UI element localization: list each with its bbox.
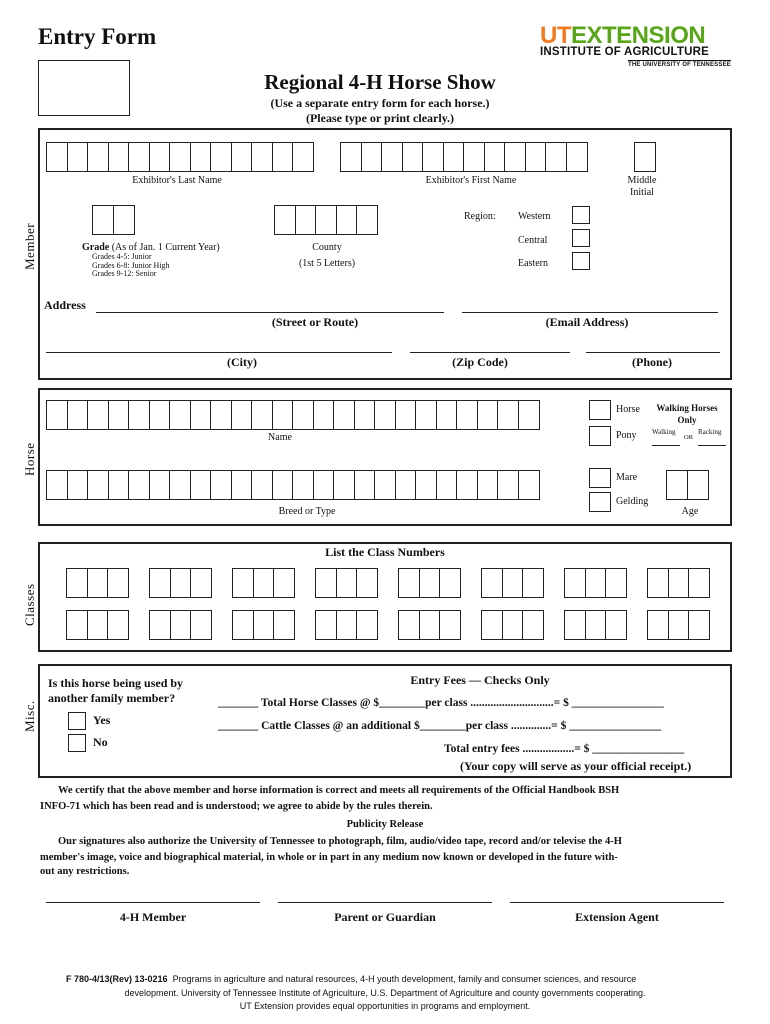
member-signature-line[interactable]	[46, 902, 260, 903]
horse-name-cells[interactable]	[46, 400, 538, 430]
agent-signature-label: Extension Agent	[575, 910, 659, 924]
publicity-text-3: out any restrictions.	[40, 866, 130, 877]
logo-extension-text: EXTENSION	[571, 22, 706, 49]
region-central-label: Central	[518, 235, 548, 246]
agent-signature-line[interactable]	[510, 902, 724, 903]
logo-ut-text: UT	[540, 22, 571, 49]
grade-cells[interactable]	[92, 205, 133, 235]
show-title: Regional 4-H Horse Show	[264, 70, 496, 94]
yes-checkbox[interactable]	[68, 712, 86, 730]
class-number-cells[interactable]	[149, 610, 211, 640]
street-label: (Street or Route)	[271, 315, 359, 329]
publicity-text-1: Our signatures also authorize the University of Tennessee to photograph, film, audio/video tape, record and/or televise the 4-H	[58, 836, 622, 847]
mare-checkbox[interactable]	[589, 468, 611, 488]
email-label: (Email Address)	[545, 315, 629, 329]
class-number-cells[interactable]	[315, 568, 377, 598]
class-number-cells[interactable]	[149, 568, 211, 598]
footer-line-2: development. University of Tennessee Institute of Agriculture, U.S. Department of Agriculture and county governments cooperating.	[124, 988, 646, 998]
horse-checkbox[interactable]	[589, 400, 611, 420]
fee-total-line[interactable]: Total entry fees ..................= $ ________________	[444, 743, 685, 755]
region-western-checkbox[interactable]	[572, 206, 590, 224]
horse-name-label: Name	[268, 432, 292, 443]
horse-section-label: Horse	[22, 442, 37, 476]
fee-cattle-classes-line[interactable]: _______ Cattle Classes @ an additional $________per class ..............= $ ________________	[218, 720, 662, 732]
street-line[interactable]	[96, 312, 444, 313]
instruction-print-clearly: (Please type or print clearly.)	[305, 111, 455, 125]
email-line[interactable]	[462, 312, 718, 313]
walking-horses-title: Walking Horses Only	[656, 403, 718, 425]
county-cells[interactable]	[274, 205, 377, 235]
region-label: Region:	[464, 211, 496, 222]
class-number-cells[interactable]	[647, 610, 709, 640]
class-number-cells[interactable]	[481, 610, 543, 640]
class-number-cells[interactable]	[647, 568, 709, 598]
phone-label: (Phone)	[632, 355, 672, 369]
or-text: OR	[684, 434, 694, 441]
grade-levels: Grades 4-5: Junior Grades 6-8: Junior High Grades 9-12: Senior	[92, 252, 170, 278]
logo-university-text: THE UNIVERSITY OF TENNESSEE	[628, 62, 731, 68]
region-eastern-label: Eastern	[518, 258, 548, 269]
gelding-checkbox[interactable]	[589, 492, 611, 512]
photo-box	[38, 60, 130, 116]
entry-fees-title: Entry Fees — Checks Only	[410, 673, 550, 687]
footer-line-3: UT Extension provides equal opportunities in programs and employment.	[239, 1001, 531, 1011]
county-note: (1st 5 Letters)	[298, 258, 356, 269]
classes-title: List the Class Numbers	[325, 545, 445, 559]
member-section-label: Member	[22, 222, 37, 270]
racking-option-label: Racking	[698, 428, 722, 436]
member-signature-label: 4-H Member	[119, 910, 187, 924]
breed-cells[interactable]	[46, 470, 538, 500]
age-cells[interactable]	[666, 470, 707, 500]
first-name-cells[interactable]	[340, 142, 586, 172]
no-checkbox[interactable]	[68, 734, 86, 752]
breed-label: Breed or Type	[278, 506, 336, 517]
yes-label: Yes	[93, 713, 111, 727]
zip-line[interactable]	[410, 352, 570, 353]
middle-initial-label: Middle Initial	[627, 175, 657, 198]
ut-extension-logo	[540, 22, 740, 70]
class-number-cells[interactable]	[564, 610, 626, 640]
class-number-cells[interactable]	[232, 568, 294, 598]
class-number-cells[interactable]	[66, 610, 128, 640]
classes-section-label: Classes	[22, 583, 37, 626]
class-number-cells[interactable]	[66, 568, 128, 598]
zip-label: (Zip Code)	[452, 355, 508, 369]
county-label: County	[312, 242, 342, 253]
certify-text-2: INFO-71 which has been read and is understood; we agree to abide by the rules therein.	[40, 801, 433, 812]
city-line[interactable]	[46, 352, 392, 353]
age-label: Age	[681, 506, 699, 517]
walking-option-label: Walking	[652, 428, 676, 436]
region-central-checkbox[interactable]	[572, 229, 590, 247]
form-title: Entry Form	[38, 24, 157, 49]
class-number-cells[interactable]	[315, 610, 377, 640]
no-label: No	[93, 735, 108, 749]
parent-signature-label: Parent or Guardian	[334, 910, 436, 924]
first-name-label: Exhibitor's First Name	[425, 175, 517, 186]
phone-line[interactable]	[586, 352, 720, 353]
misc-section-label: Misc.	[22, 700, 37, 732]
publicity-title: Publicity Release	[346, 819, 424, 830]
class-number-cells[interactable]	[564, 568, 626, 598]
city-label: (City)	[227, 355, 257, 369]
parent-signature-line[interactable]	[278, 902, 492, 903]
pony-checkbox[interactable]	[589, 426, 611, 446]
publicity-text-2: member's image, voice and biographical material, in whole or in part in any medium now known or developed in the future with-	[40, 852, 618, 863]
receipt-note: (Your copy will serve as your official receipt.)	[460, 759, 692, 773]
fee-horse-classes-line[interactable]: _______ Total Horse Classes @ $________per class .............................= $ ________________	[218, 697, 664, 709]
walking-line[interactable]	[652, 445, 680, 446]
racking-line[interactable]	[698, 445, 726, 446]
certify-text-1: We certify that the above member and horse information is correct and meets all requirements of the Official Handbook BSH	[58, 785, 620, 796]
footer-code: F 780-4/13(Rev) 13-0216	[66, 974, 168, 984]
instruction-separate-form: (Use a separate entry form for each horse.)	[270, 96, 490, 110]
region-western-label: Western	[518, 211, 551, 222]
last-name-label: Exhibitor's Last Name	[132, 175, 222, 186]
horse-option-label: Horse	[616, 404, 640, 415]
middle-initial-cell[interactable]	[634, 142, 655, 172]
last-name-cells[interactable]	[46, 142, 313, 172]
class-number-cells[interactable]	[398, 568, 460, 598]
gelding-option-label: Gelding	[616, 496, 649, 507]
class-number-cells[interactable]	[398, 610, 460, 640]
grade-label: Grade (As of Jan. 1 Current Year)	[82, 242, 220, 253]
pony-option-label: Pony	[616, 430, 637, 441]
logo-institute-text: INSTITUTE OF AGRICULTURE	[540, 46, 709, 58]
address-label: Address	[44, 298, 86, 312]
class-number-cells[interactable]	[232, 610, 294, 640]
footer-line-1: F 780-4/13(Rev) 13-0216 Programs in agriculture and natural resources, 4-H youth development, family and consumer sciences, and resource	[66, 974, 637, 984]
family-member-question: Is this horse being used by another family member?	[48, 676, 184, 705]
region-eastern-checkbox[interactable]	[572, 252, 590, 270]
mare-option-label: Mare	[616, 472, 638, 483]
class-number-cells[interactable]	[481, 568, 543, 598]
